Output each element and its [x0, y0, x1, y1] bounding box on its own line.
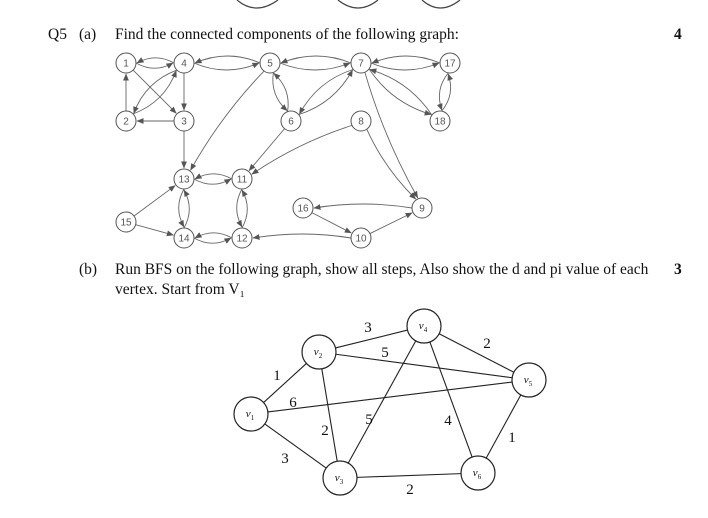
part-a-question: Find the connected components of the following graph: [115, 26, 459, 43]
node-label: 8 [358, 116, 364, 128]
edge-b-v1-v2 [264, 363, 307, 402]
node-label: 13 [178, 174, 190, 186]
question-number: Q5 [48, 26, 67, 43]
edge-b-v4-v5 [439, 334, 514, 372]
vertex-v5 [512, 363, 546, 397]
vertex-label: $v_2$ [313, 346, 323, 360]
part-a-label: (a) [79, 26, 97, 43]
node-label: 6 [288, 116, 294, 128]
node-label: 12 [236, 233, 248, 245]
edge-weight-v4-v5: 2 [483, 336, 491, 352]
edge-b-v5-v6 [486, 395, 521, 458]
edge-b-v2-v3 [322, 369, 337, 461]
node-label: 9 [419, 203, 425, 215]
node-label: 5 [267, 58, 273, 70]
edge-weight-v2-v5: 5 [381, 345, 389, 361]
node-label: 16 [297, 203, 309, 215]
vertex-label: $v_1$ [245, 408, 255, 422]
vertex-label: $v_6$ [472, 467, 482, 481]
node-label: 17 [444, 58, 456, 70]
node-label: 3 [181, 116, 187, 128]
node-label: 1 [123, 58, 129, 70]
edge-b-v4-v6 [430, 342, 472, 457]
edge-weight-v1-v2: 1 [273, 368, 281, 384]
edge-weight-v5-v6: 1 [508, 430, 516, 446]
edge-weight-v3-v4: 5 [365, 412, 373, 428]
node-label: 18 [434, 116, 446, 128]
node-label: 14 [178, 233, 190, 245]
part-a-marks: 4 [674, 26, 682, 43]
node-label: 10 [355, 233, 367, 245]
edge-weight-v2-v4: 3 [364, 320, 372, 336]
edge-weight-v1-v3: 3 [281, 451, 289, 467]
vertex-v2 [302, 335, 336, 369]
vertex-v4 [407, 309, 441, 343]
part-b-question-line1: Run BFS on the following graph, show all steps, Also show the d and pi value of each [115, 261, 649, 278]
node-label: 7 [358, 58, 364, 70]
edge-weight-v1-v5: 6 [289, 395, 297, 411]
node-label: 4 [181, 58, 187, 70]
node-label: 11 [236, 174, 248, 186]
edge-weight-v3-v6: 2 [406, 482, 414, 498]
part-b-label: (b) [79, 261, 98, 278]
edge-weight-v4-v6: 4 [444, 413, 452, 429]
node-label: 2 [123, 116, 129, 128]
vertex-v6 [461, 456, 495, 490]
part-b-question-line2: vertex. Start from V₁ [115, 281, 245, 298]
edge-b-v1-v3 [265, 424, 326, 468]
vertex-label: $v_3$ [334, 472, 344, 486]
node-label: 15 [120, 217, 132, 229]
vertex-v1 [234, 397, 268, 431]
edge-b-v3-v6 [357, 474, 461, 478]
part-b-marks: 3 [674, 261, 682, 278]
vertex-label: $v_4$ [418, 320, 428, 334]
vertex-v3 [323, 461, 357, 495]
edge-weight-v2-v3: 2 [321, 423, 329, 439]
vertex-label: $v_5$ [523, 374, 533, 388]
